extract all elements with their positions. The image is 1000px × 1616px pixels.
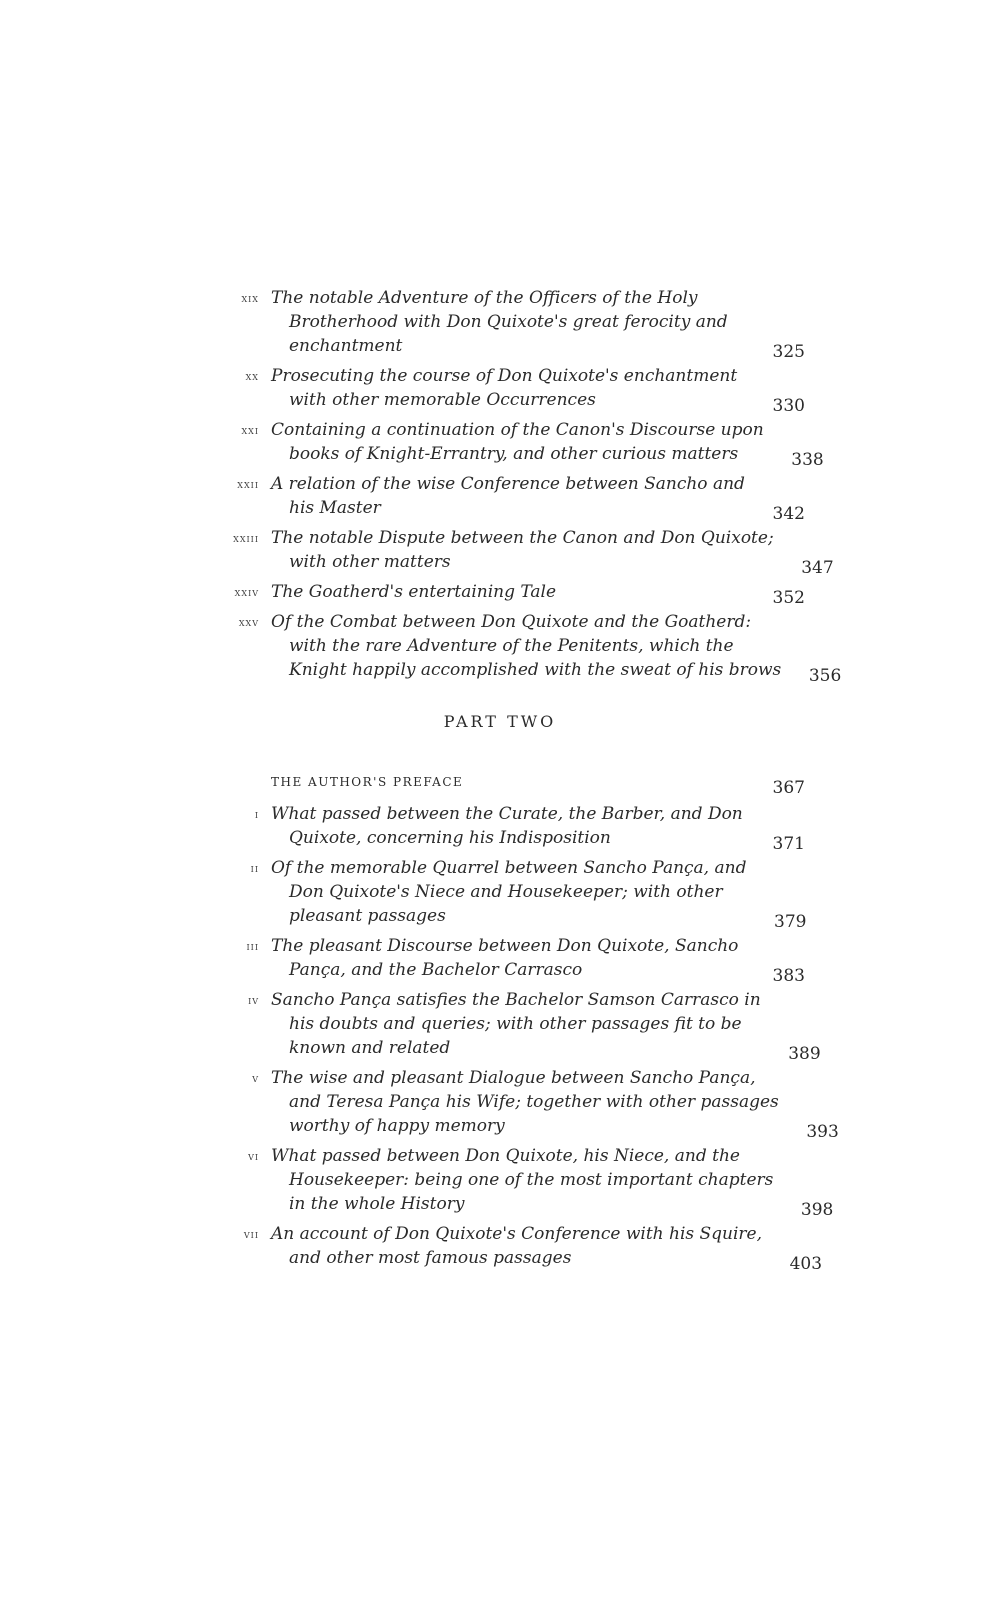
chapter-title-line: Don Quixote's Niece and Housekeeper; with other: [289, 882, 723, 902]
chapter-title-line: Pança, and the Bachelor Carrasco: [289, 960, 583, 980]
chapter-title-line: and Teresa Pança his Wife; together with other passages: [289, 1092, 779, 1112]
chapter-title-line: books of Knight-Errantry, and other curious matters: [289, 444, 739, 464]
chapter-page-number: 398: [800, 1200, 834, 1220]
preface-page-number: 367: [772, 778, 805, 798]
toc-entry: [215, 472, 805, 524]
chapter-numeral: vi: [248, 1149, 259, 1163]
toc-part-two: [215, 770, 839, 1276]
chapter-title-line: The Goatherd's entertaining Tale: [271, 582, 557, 602]
chapter-title-line: The notable Adventure of the Officers of the Holy: [271, 288, 698, 308]
chapter-page-number: 330: [772, 396, 805, 416]
chapter-title-line: What passed between the Curate, the Barber, and Don: [271, 804, 743, 824]
toc-entry: [215, 580, 805, 608]
chapter-numeral: xxv: [238, 615, 259, 629]
chapter-title-line: The wise and pleasant Dialogue between Sancho Pança,: [271, 1068, 756, 1088]
chapter-title: [259, 988, 761, 1060]
chapter-page-number: 338: [791, 450, 824, 470]
chapter-title-line: and other most famous passages: [289, 1248, 572, 1268]
chapter-title-line: his Master: [289, 498, 381, 518]
part-two-heading: PART TWO: [443, 712, 557, 731]
chapter-title-line: Quixote, concerning his Indisposition: [289, 828, 611, 848]
toc-entry: [215, 856, 807, 932]
chapter-title-line: Sancho Pança satisfies the Bachelor Samson Carrasco in: [271, 990, 761, 1010]
toc-entry: [215, 802, 805, 854]
chapter-title-line: An account of Don Quixote's Conference with his Squire,: [271, 1224, 763, 1244]
chapter-title-line: with the rare Adventure of the Penitents, which the: [289, 636, 734, 656]
chapter-title: [259, 472, 745, 520]
chapter-page-number: 371: [772, 834, 805, 854]
chapter-title-line: Prosecuting the course of Don Quixote's enchantment: [271, 366, 738, 386]
chapter-numeral: xxii: [237, 477, 259, 491]
chapter-numeral: ii: [250, 861, 259, 875]
chapter-title-line: Knight happily accomplished with the sweat of his brows: [289, 660, 782, 680]
chapter-title-line: Of the Combat between Don Quixote and the Goatherd:: [271, 612, 752, 632]
chapter-page-number: 403: [789, 1254, 823, 1274]
toc-entry: [215, 364, 805, 416]
chapter-title-line: The notable Dispute between the Canon and Don Quixote;: [271, 528, 774, 548]
chapter-page-number: 356: [808, 666, 842, 686]
chapter-title: [259, 610, 781, 682]
chapter-title: [259, 1066, 779, 1138]
chapter-title: [259, 364, 745, 412]
chapter-numeral: v: [252, 1071, 259, 1085]
toc-entry: [215, 1222, 823, 1274]
chapter-numeral: iii: [246, 939, 259, 953]
chapter-title-line: Housekeeper: being one of the most important chapters: [289, 1170, 774, 1190]
toc-entry: [215, 418, 824, 470]
chapter-title-line: with other memorable Occurrences: [289, 390, 596, 410]
chapter-title-line: What passed between Don Quixote, his Niece, and the: [271, 1146, 740, 1166]
chapter-page-number: 379: [774, 912, 807, 932]
chapter-numeral: xix: [241, 291, 259, 305]
chapter-numeral: vii: [243, 1227, 259, 1241]
preface-numeral-blank: [215, 770, 259, 775]
toc-entry: [215, 286, 805, 362]
toc-entry: [215, 934, 805, 986]
chapter-title-line: pleasant passages: [289, 906, 446, 926]
chapter-numeral: xxiv: [234, 585, 259, 599]
chapter-title: [259, 286, 745, 358]
toc-entry: [215, 526, 834, 578]
chapter-title-line: The pleasant Discourse between Don Quixote, Sancho: [271, 936, 739, 956]
chapter-title-line: A relation of the wise Conference between Sancho and: [271, 474, 745, 494]
chapter-title: [259, 1222, 762, 1270]
chapter-title-line: Containing a continuation of the Canon's Discourse upon: [271, 420, 764, 440]
toc-entry: [215, 1066, 839, 1142]
chapter-title-line: in the whole History: [289, 1194, 465, 1214]
toc-part-one: [215, 286, 842, 688]
chapter-title-line: known and related: [289, 1038, 451, 1058]
chapter-title-line: enchantment: [289, 336, 403, 356]
chapter-page-number: 389: [788, 1044, 821, 1064]
chapter-title: [259, 934, 745, 982]
chapter-page-number: 383: [772, 966, 805, 986]
chapter-numeral: iv: [248, 993, 259, 1007]
chapter-page-number: 352: [772, 588, 805, 608]
chapter-numeral: xxi: [241, 423, 259, 437]
chapter-page-number: 347: [801, 558, 834, 578]
chapter-title: [259, 856, 746, 928]
chapter-title-line: Brotherhood with Don Quixote's great ferocity and: [289, 312, 728, 332]
toc-entry: [215, 988, 821, 1064]
chapter-page-number: 325: [772, 342, 805, 362]
chapter-title: [259, 802, 745, 850]
preface-label: THE AUTHOR'S PREFACE: [271, 775, 464, 789]
toc-entry: [215, 1144, 834, 1220]
chapter-title: [259, 526, 774, 574]
chapter-title-line: with other matters: [289, 552, 451, 572]
chapter-numeral: i: [254, 807, 259, 821]
chapter-numeral: xxiii: [233, 531, 259, 545]
chapter-title-line: worthy of happy memory: [289, 1116, 505, 1136]
preface-entry: [215, 770, 805, 798]
chapter-title-line: Of the memorable Quarrel between Sancho Pança, and: [271, 858, 747, 878]
chapter-title-line: his doubts and queries; with other passages fit to be: [289, 1014, 742, 1034]
chapter-title: [259, 580, 745, 604]
chapter-title: [259, 1144, 773, 1216]
toc-entry: [215, 610, 842, 686]
chapter-page-number: 393: [806, 1122, 839, 1142]
chapter-page-number: 342: [772, 504, 805, 524]
chapter-numeral: xx: [245, 369, 259, 383]
chapter-title: [259, 418, 764, 466]
